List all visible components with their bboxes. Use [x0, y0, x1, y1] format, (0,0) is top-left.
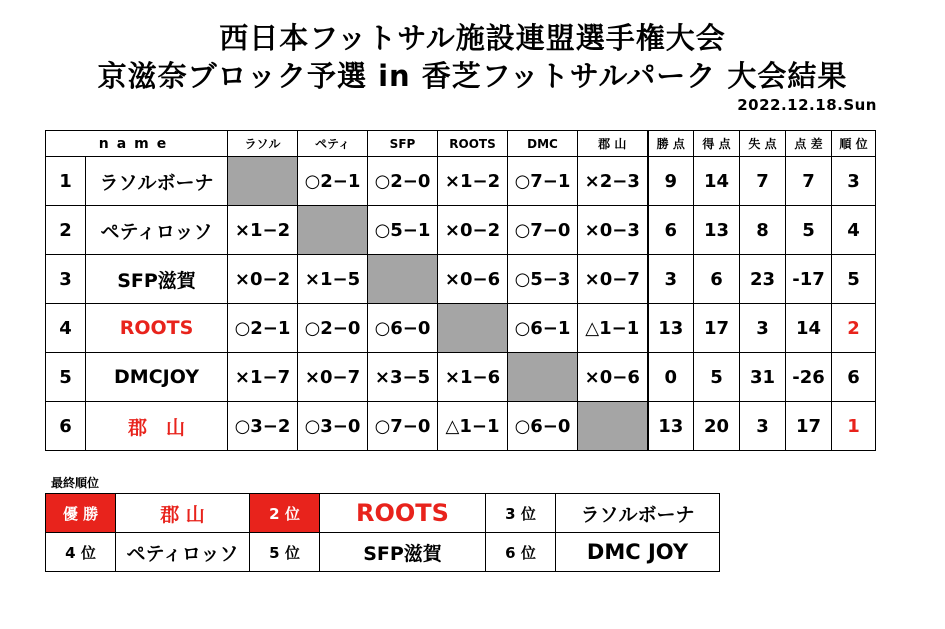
header-col: DMC	[508, 131, 578, 157]
rank-team: ペティロッソ	[116, 533, 250, 572]
stat-goals-for: 5	[694, 353, 740, 402]
match-result: ×0−2	[438, 206, 508, 255]
rank-team: SFP滋賀	[320, 533, 486, 572]
match-result: ○7−0	[368, 402, 438, 451]
stat-goals-against: 7	[740, 157, 786, 206]
stat-goals-for: 13	[694, 206, 740, 255]
diagonal-cell	[228, 157, 298, 206]
header-name: name	[46, 131, 228, 157]
stat-goals-against: 31	[740, 353, 786, 402]
rank-team: 郡 山	[116, 494, 250, 533]
match-result: ×1−7	[228, 353, 298, 402]
header-col: SFP	[368, 131, 438, 157]
header-row	[46, 131, 876, 157]
team-row	[46, 353, 876, 402]
event-date: 2022.12.18.Sun	[737, 96, 877, 114]
title-line-2: 京滋奈ブロック予選 in 香芝フットサルパーク 大会結果	[97, 59, 848, 93]
header-col: ラソル	[228, 131, 298, 157]
diagonal-cell	[578, 402, 648, 451]
match-result: ×2−3	[578, 157, 648, 206]
match-result: ○2−1	[298, 157, 368, 206]
team-row	[46, 304, 876, 353]
stat-goal-diff: -17	[786, 255, 832, 304]
match-result: ○3−2	[228, 402, 298, 451]
stat-rank: 2	[832, 304, 876, 353]
match-result: ○2−1	[228, 304, 298, 353]
match-result: ×0−7	[298, 353, 368, 402]
team-name: DMCJOY	[86, 353, 228, 402]
header-col: 得 点	[694, 131, 740, 157]
stat-goal-diff: 14	[786, 304, 832, 353]
stat-goal-diff: 17	[786, 402, 832, 451]
team-number: 1	[46, 157, 86, 206]
team-number: 4	[46, 304, 86, 353]
match-result: ○2−0	[368, 157, 438, 206]
stat-goals-for: 14	[694, 157, 740, 206]
match-result: ○2−0	[298, 304, 368, 353]
team-number: 6	[46, 402, 86, 451]
header-col: 順 位	[832, 131, 876, 157]
match-result: △1−1	[578, 304, 648, 353]
final-row	[46, 533, 720, 572]
match-result: ×1−5	[298, 255, 368, 304]
diagonal-cell	[368, 255, 438, 304]
match-result: ×0−6	[578, 353, 648, 402]
stat-points: 9	[648, 157, 694, 206]
match-result: △1−1	[438, 402, 508, 451]
team-name: ROOTS	[86, 304, 228, 353]
results-table	[45, 130, 876, 451]
stat-points: 0	[648, 353, 694, 402]
team-name: ラソルボーナ	[86, 157, 228, 206]
match-result: ○3−0	[298, 402, 368, 451]
match-result: ○6−1	[508, 304, 578, 353]
title-line-1: 西日本フットサル施設連盟選手権大会	[219, 21, 726, 55]
stat-points: 6	[648, 206, 694, 255]
header-col: ペティ	[298, 131, 368, 157]
match-result: ×3−5	[368, 353, 438, 402]
match-result: ○7−1	[508, 157, 578, 206]
header-col: ROOTS	[438, 131, 508, 157]
stat-goals-for: 17	[694, 304, 740, 353]
stat-rank: 4	[832, 206, 876, 255]
rank-label: 優 勝	[46, 494, 116, 533]
final-standings-table	[45, 493, 720, 572]
rank-label: 5 位	[250, 533, 320, 572]
diagonal-cell	[438, 304, 508, 353]
rank-team: ラソルボーナ	[556, 494, 720, 533]
header-col: 失 点	[740, 131, 786, 157]
header-col: 勝 点	[648, 131, 694, 157]
stat-goals-against: 23	[740, 255, 786, 304]
final-standings-label: 最終順位	[51, 476, 100, 490]
stat-goals-for: 6	[694, 255, 740, 304]
stat-rank: 6	[832, 353, 876, 402]
stat-goal-diff: 5	[786, 206, 832, 255]
stat-rank: 5	[832, 255, 876, 304]
stat-goals-against: 3	[740, 304, 786, 353]
team-number: 3	[46, 255, 86, 304]
rank-label: 4 位	[46, 533, 116, 572]
team-row	[46, 157, 876, 206]
rank-team: DMC JOY	[556, 533, 720, 572]
final-row	[46, 494, 720, 533]
team-row	[46, 206, 876, 255]
team-number: 5	[46, 353, 86, 402]
match-result: ×1−6	[438, 353, 508, 402]
match-result: ○7−0	[508, 206, 578, 255]
match-result: ×0−7	[578, 255, 648, 304]
stat-rank: 3	[832, 157, 876, 206]
diagonal-cell	[508, 353, 578, 402]
stat-goal-diff: -26	[786, 353, 832, 402]
diagonal-cell	[298, 206, 368, 255]
match-result: ×0−2	[228, 255, 298, 304]
match-result: ○6−0	[508, 402, 578, 451]
match-result: ×0−3	[578, 206, 648, 255]
rank-team: ROOTS	[320, 494, 486, 533]
match-result: ×1−2	[438, 157, 508, 206]
rank-label: 6 位	[486, 533, 556, 572]
match-result: ×1−2	[228, 206, 298, 255]
team-name: 郡 山	[86, 402, 228, 451]
match-result: ○5−3	[508, 255, 578, 304]
stat-points: 13	[648, 402, 694, 451]
team-row	[46, 255, 876, 304]
stat-points: 13	[648, 304, 694, 353]
match-result: ×0−6	[438, 255, 508, 304]
rank-label: 2 位	[250, 494, 320, 533]
header-col: 郡 山	[578, 131, 648, 157]
header-col: 点 差	[786, 131, 832, 157]
stat-goal-diff: 7	[786, 157, 832, 206]
stat-goals-against: 8	[740, 206, 786, 255]
team-name: ペティロッソ	[86, 206, 228, 255]
team-row	[46, 402, 876, 451]
team-number: 2	[46, 206, 86, 255]
stat-rank: 1	[832, 402, 876, 451]
stat-goals-for: 20	[694, 402, 740, 451]
match-result: ○6−0	[368, 304, 438, 353]
match-result: ○5−1	[368, 206, 438, 255]
stat-goals-against: 3	[740, 402, 786, 451]
team-name: SFP滋賀	[86, 255, 228, 304]
rank-label: 3 位	[486, 494, 556, 533]
stat-points: 3	[648, 255, 694, 304]
